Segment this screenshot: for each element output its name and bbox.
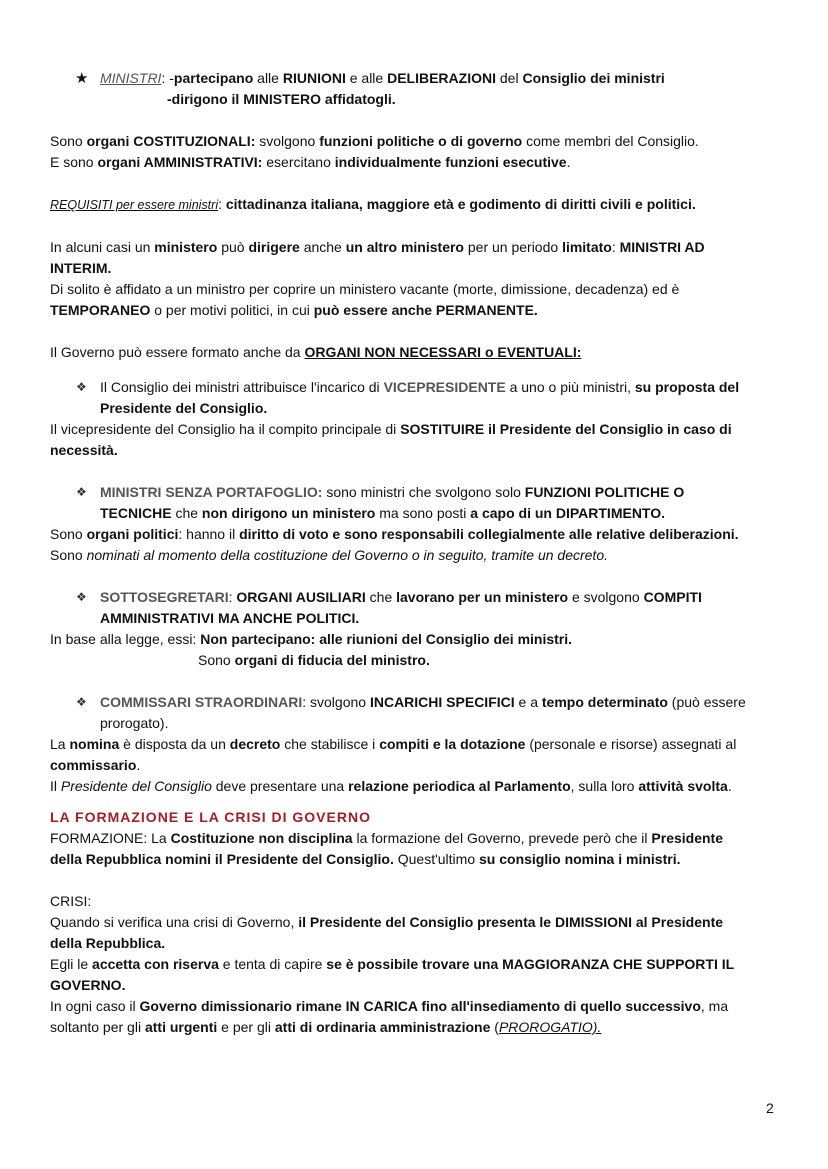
diamond-bullet-icon: ❖ xyxy=(76,380,87,394)
sotto-line-3: In base alla legge, essi: Non partecipano: alle riunioni del Consiglio dei ministri. xyxy=(50,631,573,647)
diamond-bullet-icon: ❖ xyxy=(76,485,87,499)
interim-line-3: Di solito è affidato a un ministro per coprire un ministero vacante (morte, dimissione, decadenza) ed è xyxy=(50,281,680,297)
sotto-line-4: Sono organi di fiducia del ministro. xyxy=(198,652,430,668)
organi-amministrativi: E sono organi AMMINISTRATIVI: esercitano individualmente funzioni esecutive. xyxy=(50,154,571,170)
eventuali-line: Il Governo può essere formato anche da ORGANI NON NECESSARI o EVENTUALI: xyxy=(50,344,582,360)
crisi-line-5: In ogni caso il Governo dimissionario rimane IN CARICA fino all'insediamento di quello successivo, ma xyxy=(50,998,729,1014)
interim-line-4: TEMPORANEO o per motivi politici, in cui può essere anche PERMANENTE. xyxy=(50,302,538,318)
senza-line-2: TECNICHE che non dirigono un ministero ma sono posti a capo di un DIPARTIMENTO. xyxy=(100,505,666,521)
organi-costituzionali: Sono organi COSTITUZIONALI: svolgono funzioni politiche o di governo come membri del Consiglio. xyxy=(50,133,699,149)
vice-line-2: Presidente del Consiglio. xyxy=(100,400,268,416)
diamond-bullet-icon: ❖ xyxy=(76,590,87,604)
crisi-label: CRISI: xyxy=(50,893,92,909)
commissari-line-5: Il Presidente del Consiglio deve presentare una relazione periodica al Parlamento, sulla loro attività svolta. xyxy=(50,778,732,794)
crisi-line-4: GOVERNO. xyxy=(50,977,126,993)
crisi-line-2: della Repubblica. xyxy=(50,935,166,951)
commissari-line-2: prorogato). xyxy=(100,715,169,731)
star-icon: ★ xyxy=(75,70,89,87)
ministri-label: MINISTRI xyxy=(100,70,162,86)
crisi-line-1: Quando si verifica una crisi di Governo, il Presidente del Consiglio presenta le DIMISSIONI al Presidente xyxy=(50,914,724,930)
document-page xyxy=(50,68,780,1038)
sotto-line-2: AMMINISTRATIVI MA ANCHE POLITICI. xyxy=(100,610,360,626)
commissari-line-3: La nomina è disposta da un decreto che stabilisce i compiti e la dotazione (personale e risorse) assegnati al xyxy=(50,736,737,752)
sotto-line-1: ❖ SOTTOSEGRETARI: ORGANI AUSILIARI che lavorano per un ministero e svolgono COMPITI xyxy=(50,587,780,608)
crisi-line-3: Egli le accetta con riserva e tenta di capire se è possibile trovare una MAGGIORANZA CHE SUPPORTI IL xyxy=(50,956,735,972)
ministri-line-2: -dirigono il MINISTERO affidatogli. xyxy=(167,91,396,107)
vice-line-3: Il vicepresidente del Consiglio ha il compito principale di SOSTITUIRE il Presidente del Consiglio in caso di xyxy=(50,421,732,437)
vice-line-1: ❖ Il Consiglio dei ministri attribuisce l'incarico di VICEPRESIDENTE a uno o più ministri, su proposta del xyxy=(50,377,780,398)
crisi-line-6: soltanto per gli atti urgenti e per gli atti di ordinaria amministrazione (PROROGATIO). xyxy=(50,1019,602,1035)
formazione-line-1: FORMAZIONE: La Costituzione non disciplina la formazione del Governo, prevede però che il Presidente xyxy=(50,830,724,846)
senza-line-3: Sono organi politici: hanno il diritto di voto e sono responsabili collegialmente alle relative deliberazioni. xyxy=(50,526,739,542)
ministri-line-1: ★ MINISTRI: -partecipano alle RIUNIONI e alle DELIBERAZIONI del Consiglio dei ministri xyxy=(75,70,665,87)
senza-line-1: ❖ MINISTRI SENZA PORTAFOGLIO: sono ministri che svolgono solo FUNZIONI POLITICHE O xyxy=(50,482,780,503)
interim-line-2: INTERIM. xyxy=(50,260,112,276)
interim-line-1: In alcuni casi un ministero può dirigere anche un altro ministero per un periodo limitato: MINISTRI AD xyxy=(50,239,705,255)
formazione-line-2: della Repubblica nomini il Presidente del Consiglio. Quest'ultimo su consiglio nomina i ministri. xyxy=(50,851,681,867)
commissari-line-1: ❖ COMMISSARI STRAORDINARI: svolgono INCARICHI SPECIFICI e a tempo determinato (può essere xyxy=(50,692,780,713)
section-heading: LA FORMAZIONE E LA CRISI DI GOVERNO xyxy=(50,809,371,825)
commissari-line-4: commissario. xyxy=(50,757,141,773)
vice-line-4: necessità. xyxy=(50,442,118,458)
senza-line-4: Sono nominati al momento della costituzione del Governo o in seguito, tramite un decreto. xyxy=(50,547,608,563)
diamond-bullet-icon: ❖ xyxy=(76,695,87,709)
requisiti-line: REQUISITI per essere ministri: cittadinanza italiana, maggiore età e godimento di diritti civili e politici. xyxy=(50,196,696,212)
page-number: 2 xyxy=(766,1100,774,1116)
